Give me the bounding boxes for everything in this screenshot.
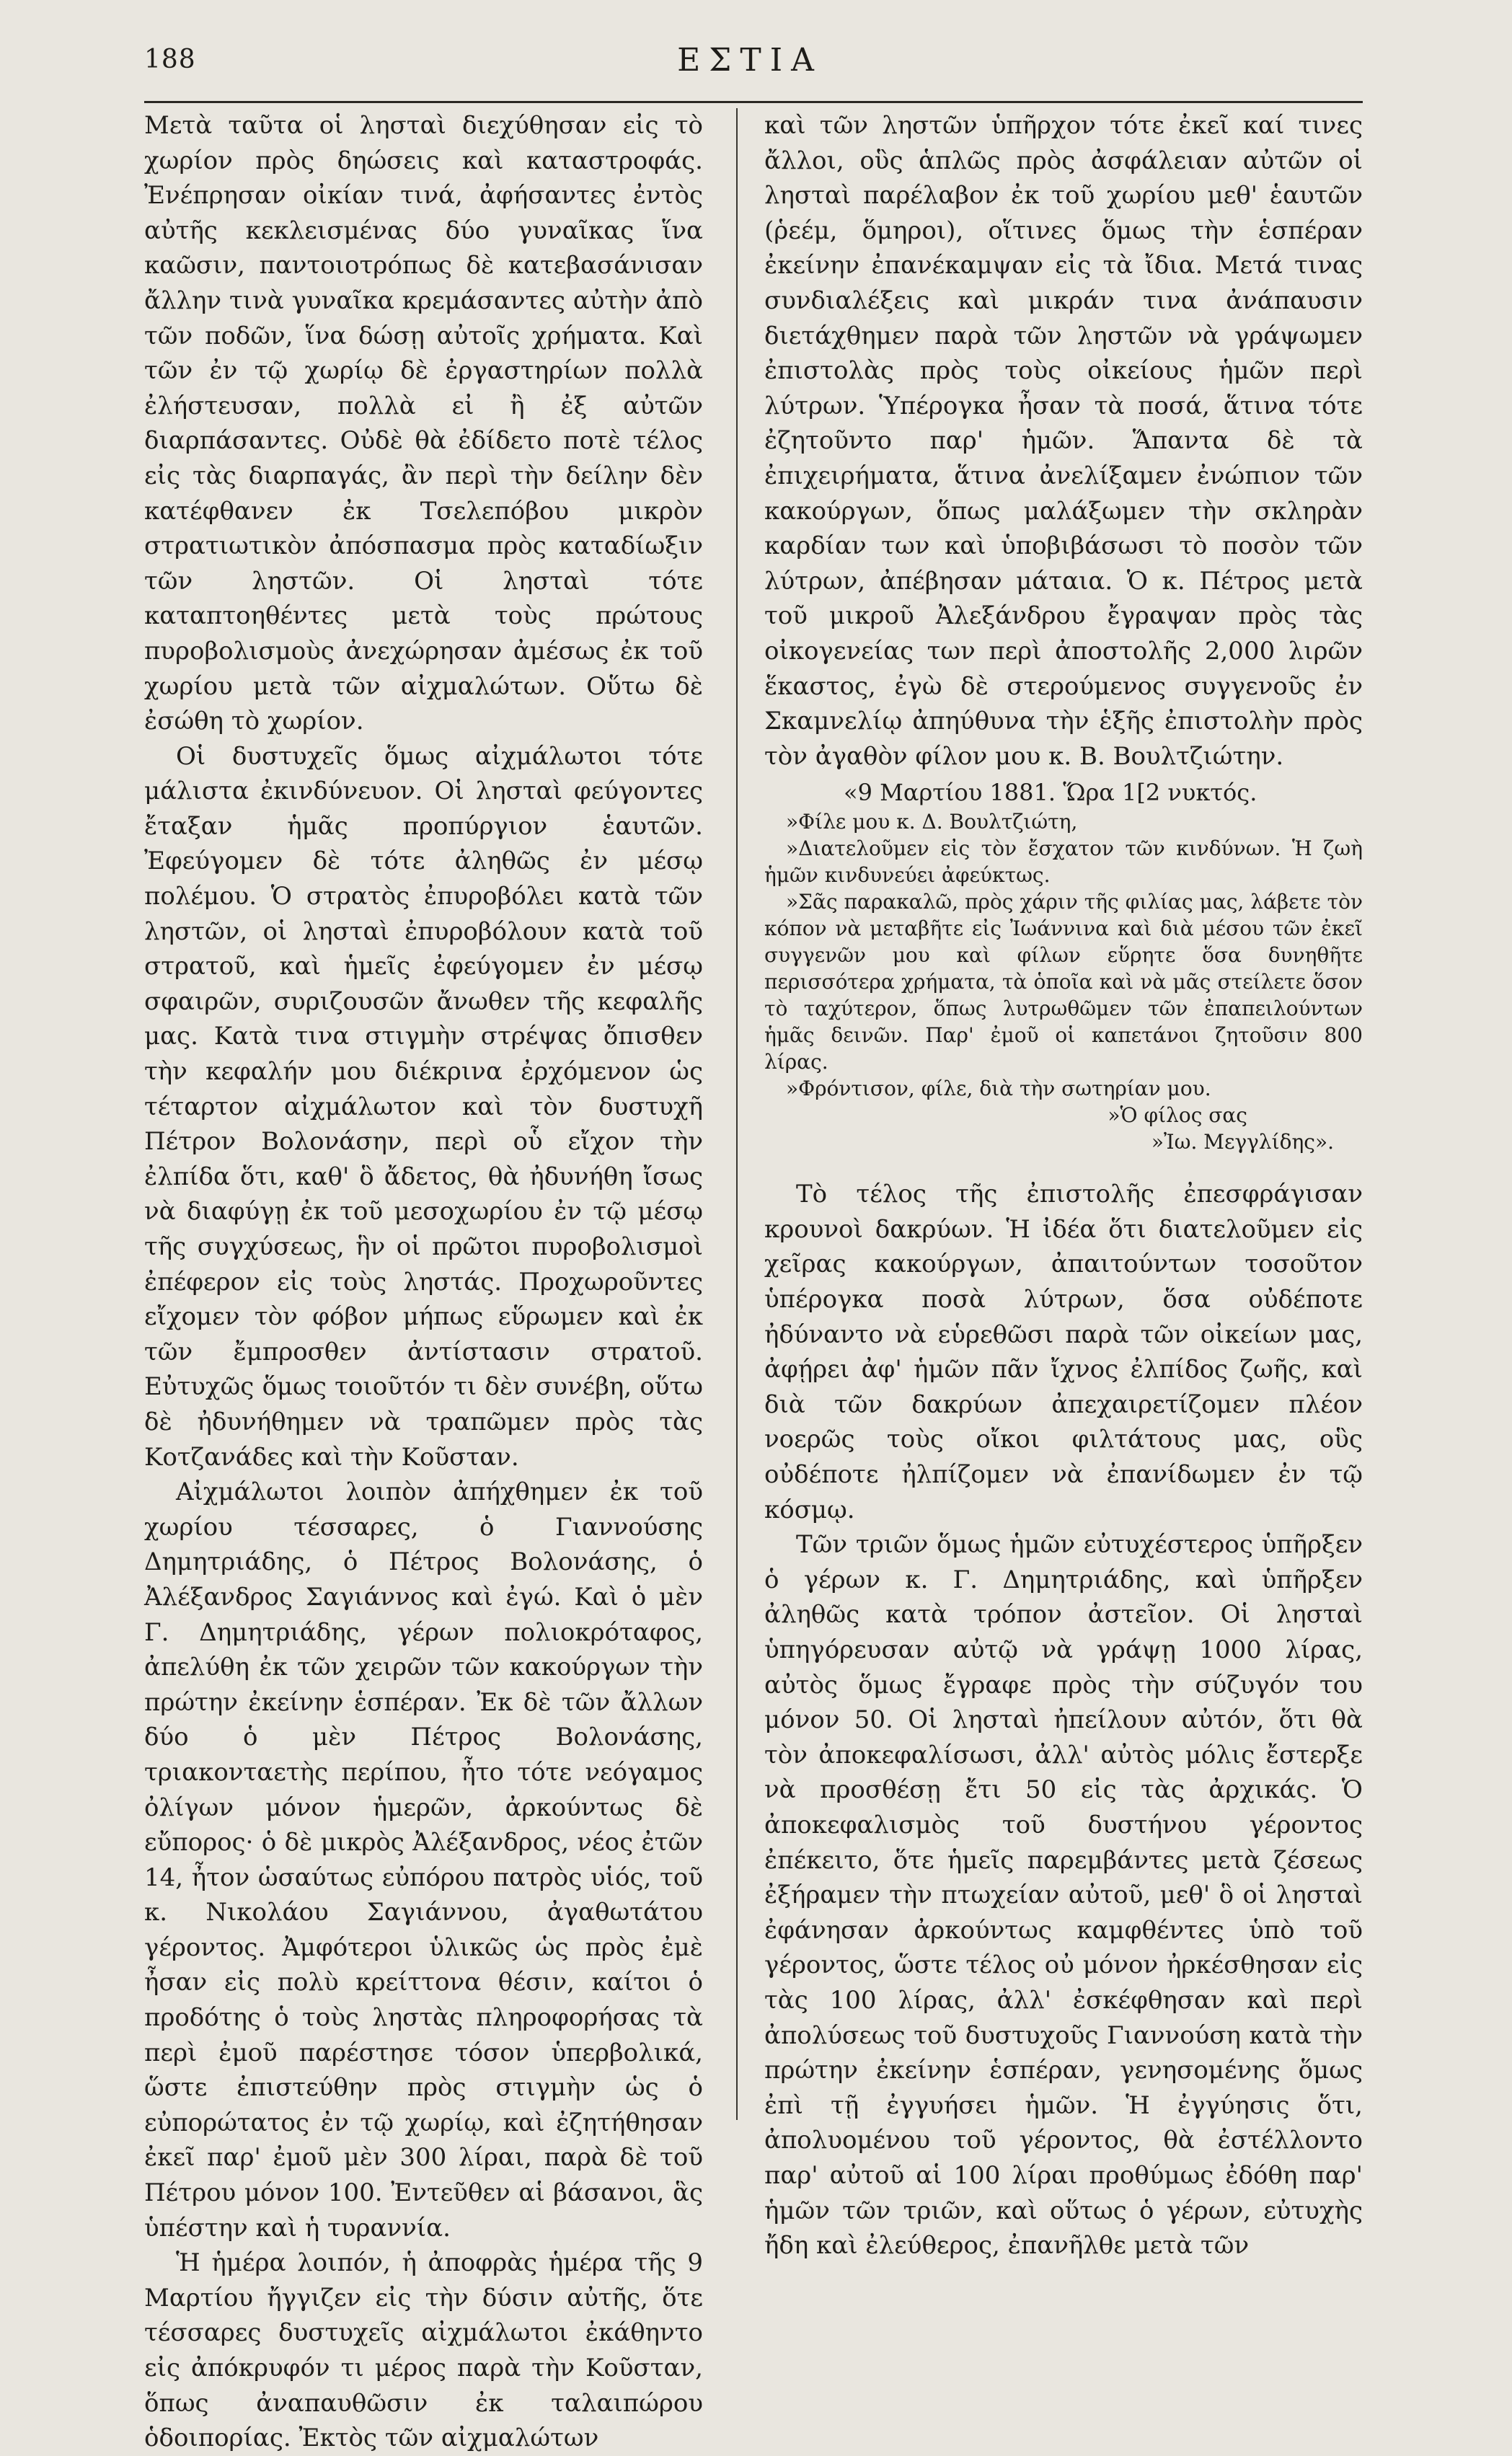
paragraph: Μετὰ ταῦτα οἱ λησταὶ διεχύθησαν εἰς τὸ χωρίον πρὸς δηώσεις καὶ καταστροφάς. Ἐνέπρησαν οἰκίαν τινά, ἀφήσαντες ἐντὸς αὐτῆς κεκλεισμένας δύο γυναῖκας ἵνα καῶσιν, παντοιοτρόπως δὲ κατεβασάνισαν ἄλλην τινὰ γυναῖκα κρεμάσαντες αὐτὴν ἀπὸ τῶν ποδῶν, ἵνα δώσῃ αὐτοῖς χρήματα. Καὶ τῶν ἐν τῷ χωρίῳ δὲ ἐργαστηρίων πολλὰ ἐλήστευσαν, πολλὰ εἰ ἢ ἐξ αὐτῶν διαρπάσαντες. Οὐδὲ θὰ ἐδίδετο ποτὲ τέλος εἰς τὰς διαρπαγάς, ἂν περὶ τὴν δείλην δὲν κατέφθανεν ἐκ Τσελεπόβου μικρὸν στρατιωτικὸν ἀπόσπασμα πρὸς καταδίωξιν τῶν ληστῶν. Οἱ λησταὶ τότε καταπτοηθέντες μετὰ τοὺς πρώτους πυροβολισμοὺς ἀνεχώρησαν ἀμέσως ἐκ τοῦ χωρίου μετὰ τῶν αἰχμαλώτων. Οὕτω δὲ ἐσώθη τὸ χωρίον.	[144, 111, 703, 736]
paragraph: καὶ τῶν ληστῶν ὑπῆρχον τότε ἐκεῖ καί τινες ἄλλοι, οὓς ἁπλῶς πρὸς ἀσφάλειαν αὐτῶν οἱ λησταὶ παρέλαβον ἐκ τοῦ χωρίου μεθ' ἑαυτῶν (ῥεέμ, ὅμηροι), οἵτινες ὅμως τὴν ἑσπέραν ἐκείνην ἐπανέκαμψαν εἰς τὰ ἴδια. Μετά τινας συνδιαλέξεις καὶ μικράν τινα ἀνάπαυσιν διετάχθημεν παρὰ τῶν ληστῶν νὰ γράψωμεν ἐπιστολὰς πρὸς τοὺς οἰκείους ἡμῶν περὶ λύτρων. Ὑπέρογκα ἦσαν τὰ ποσά, ἅτινα τότε ἐζητοῦντο παρ' ἡμῶν. Ἅπαντα δὲ τὰ ἐπιχειρήματα, ἅτινα ἀνελίξαμεν ἐνώπιον τῶν κακούργων, ὅπως μαλάξωμεν τὴν σκληρὰν καρδίαν των καὶ ὑποβιβάσωσι τὸ ποσὸν τῶν λύτρων, ἀπέβησαν μάταια. Ὁ κ. Πέτρος μετὰ τοῦ μικροῦ Ἀλεξάνδρου ἔγραψαν πρὸς τὰς οἰκογενείας των περὶ ἀποστολῆς 2,000 λιρῶν ἕκαστος, ἐγὼ δὲ στερούμενος συγγενοῦς ἐν Σκαμνελίῳ ἀπηύθυνα τὴν ἑξῆς ἐπιστολὴν πρὸς τὸν ἀγαθὸν φίλον μου κ. Β. Βουλτζιώτην.	[764, 111, 1363, 771]
letter-paragraph: »Σᾶς παρακαλῶ, πρὸς χάριν τῆς φιλίας μας, λάβετε τὸν κόπον νὰ μεταβῆτε εἰς Ἰωάννινα καὶ διὰ μέσου τῶν ἐκεῖ συγγενῶν μου καὶ φίλων εὕρητε ὅσα δυνηθῆτε περισσότερα χρήματα, τὰ ὁποῖα καὶ νὰ μᾶς στείλετε ὅσον τὸ ταχύτερον, ὅπως λυτρωθῶμεν τῶν ἐπαπειλούντων ἡμᾶς δεινῶν. Παρ' ἐμοῦ οἱ καπετάνοι ζητοῦσιν 800 λίρας.	[764, 890, 1363, 1074]
paragraph: Τὸ τέλος τῆς ἐπιστολῆς ἐπεσφράγισαν κρουνοὶ δακρύων. Ἡ ἰδέα ὅτι διατελοῦμεν εἰς χεῖρας κακούργων, ἀπαιτούντων τοσοῦτον ὑπέρογκα ποσὰ λύτρων, ὅσα οὐδέποτε ἠδύναντο νὰ εὑρεθῶσι παρὰ τῶν οἰκείων μας, ἀφῄρει ἀφ' ἡμῶν πᾶν ἴχνος ἐλπίδος ζωῆς, καὶ διὰ τῶν δακρύων ἀπεχαιρετίζομεν πλέον νοερῶς τοὺς οἴκοι φιλτάτους μας, οὓς οὐδέποτε ἠλπίζομεν νὰ ἐπανίδωμεν ἐν τῷ κόσμῳ.	[764, 1180, 1363, 1524]
paragraph: Οἱ δυστυχεῖς ὅμως αἰχμάλωτοι τότε μάλιστα ἐκινδύνευον. Οἱ λησταὶ φεύγοντες ἔταξαν ἡμᾶς προπύργιον ἑαυτῶν. Ἐφεύγομεν δὲ τότε ἀληθῶς ἐν μέσῳ πολέμου. Ὁ στρατὸς ἐπυροβόλει κατὰ τῶν ληστῶν, οἱ λησταὶ ἐπυροβόλουν κατὰ τοῦ στρατοῦ, καὶ ἡμεῖς ἐφεύγομεν ἐν μέσῳ σφαιρῶν, συριζουσῶν ἄνωθεν τῆς κεφαλῆς μας. Κατὰ τινα στιγμὴν στρέψας ὄπισθεν τὴν κεφαλήν μου διέκρινα ἐρχόμενον ὡς τέταρτον αἰχμάλωτον καὶ τὸν δυστυχῆ Πέτρον Βολονάσην, περὶ οὗ εἴχον τὴν ἐλπίδα ὅτι, καθ' ὃ ἄδετος, θὰ ἠδυνήθη ἴσως νὰ διαφύγῃ ἐκ τοῦ μεσοχωρίου ἐν τῷ μέσῳ τῆς συγχύσεως, ἣν οἱ πρῶτοι πυροβολισμοὶ ἐπέφερον εἰς τοὺς ληστάς. Προχωροῦντες εἴχομεν τὸν φόβον μήπως εὕρωμεν καὶ ἐκ τῶν ἔμπροσθεν ἀντίστασιν στρατοῦ. Εὐτυχῶς ὅμως τοιοῦτόν τι δὲν συνέβη, οὕτω δὲ ἠδυνήθημεν νὰ τραπῶμεν πρὸς τὰς Κοτζανάδες καὶ τὴν Κοῦσταν.	[144, 741, 703, 1472]
page-number: 188	[144, 45, 196, 74]
page-header	[144, 42, 1356, 95]
header-rule	[144, 101, 1363, 103]
spacer	[764, 1155, 1363, 1177]
letter-paragraph: »Διατελοῦμεν εἰς τὸν ἔσχατον τῶν κινδύνων. Ἡ ζωὴ ἡμῶν κινδυνεύει ἀφεύκτως.	[764, 836, 1363, 888]
letter-salutation: »Φίλε μου κ. Δ. Βουλτζιώτη,	[786, 810, 1078, 834]
letter-dateline: «9 Μαρτίου 1881. Ὥρα 1[2 νυκτός.	[844, 779, 1257, 807]
paragraph: Ἡ ἡμέρα λοιπόν, ἡ ἀποφρὰς ἡμέρα τῆς 9 Μαρτίου ἤγγιζεν εἰς τὴν δύσιν αὐτῆς, ὅτε τέσσαρες δυστυχεῖς αἰχμάλωτοι ἐκάθηντο εἰς ἀπόκρυφόν τι μέρος παρὰ τὴν Κοῦσταν, ὅπως ἀναπαυθῶσιν ἐκ ταλαιπώρου ὁδοιπορίας. Ἐκτὸς τῶν αἰχμαλώτων	[144, 2248, 703, 2453]
paragraph: Αἰχμάλωτοι λοιπὸν ἀπήχθημεν ἐκ τοῦ χωρίου τέσσαρες, ὁ Γιαννούσης Δημητριάδης, ὁ Πέτρος Βολονάσης, ὁ Ἀλέξανδρος Σαγιάννος καὶ ἐγώ. Καὶ ὁ μὲν Γ. Δημητριάδης, γέρων πολιοκρόταφος, ἀπελύθη ἐκ τῶν χειρῶν τῶν κακούργων τὴν πρώτην ἐκείνην ἑσπέραν. Ἐκ δὲ τῶν ἄλλων δύο ὁ μὲν Πέτρος Βολονάσης, τριακονταετὴς περίπου, ἦτο τότε νεόγαμος ὀλίγων μόνον ἡμερῶν, ἀρκούντως δὲ εὔπορος· ὁ δὲ μικρὸς Ἀλέξανδρος, νέος ἐτῶν 14, ἦτον ὡσαύτως εὐπόρου πατρὸς υἱός, τοῦ κ. Νικολάου Σαγιάννου, ἀγαθωτάτου γέροντος. Ἀμφότεροι ὑλικῶς ὡς πρὸς ἐμὲ ἦσαν εἰς πολὺ κρείττονα θέσιν, καίτοι ὁ προδότης ὁ τοὺς ληστὰς πληροφορήσας τὰ περὶ ἐμοῦ παρέστησε τόσον ὑπερβολικά, ὥστε ἐπιστεύθην πρὸς στιγμὴν ὡς ὁ εὐπορώτατος ἐν τῷ χωρίῳ, καὶ ἐζητήθησαν ἐκεῖ παρ' ἐμοῦ μὲν 300 λίραι, παρὰ δὲ τοῦ Πέτρου μόνον 100. Ἐντεῦθεν αἱ βάσανοι, ἃς ὑπέστην καὶ ἡ τυραννία.	[144, 1477, 703, 2243]
journal-title: ΕΣΤΙΑ	[677, 42, 823, 79]
column-divider	[736, 108, 738, 2120]
quoted-letter	[764, 777, 1363, 1155]
letter-signature: »Ἰω. Μεγγλίδης».	[1151, 1130, 1334, 1154]
letter-paragraph: »Φρόντισον, φίλε, διὰ τὴν σωτηρίαν μου.	[786, 1077, 1211, 1101]
left-column	[144, 108, 703, 2456]
letter-closing: »Ὁ φίλος σας	[1108, 1103, 1247, 1128]
right-column	[764, 108, 1363, 2263]
paragraph: Τῶν τριῶν ὅμως ἡμῶν εὐτυχέστερος ὑπῆρξεν ὁ γέρων κ. Γ. Δημητριάδης, καὶ ὑπῆρξεν ἀληθῶς κατὰ τρόπον ἀστεῖον. Οἱ λησταὶ ὑπηγόρευσαν αὐτῷ νὰ γράψῃ 1000 λίρας, αὐτὸς ὅμως ἔγραφε πρὸς τὴν σύζυγόν του μόνον 50. Οἱ λησταὶ ἠπείλουν αὐτόν, ὅτι θὰ τὸν ἀποκεφαλίσωσι, ἀλλ' αὐτὸς μόλις ἔστερξε νὰ προσθέσῃ ἔτι 50 εἰς τὰς ἀρχικάς. Ὁ ἀποκεφαλισμὸς τοῦ δυστήνου γέροντος ἐπέκειτο, ὅτε ἡμεῖς παρεμβάντες μετὰ ζέσεως ἐξήραμεν τὴν πτωχείαν αὐτοῦ, μεθ' ὃ οἱ λησταὶ ἐφάνησαν ἀρκούντως καμφθέντες ὑπὸ τοῦ γέροντος, ὥστε τέλος οὐ μόνον ἠρκέσθησαν εἰς τὰς 100 λίρας, ἀλλ' ἐσκέφθησαν καὶ περὶ ἀπολύσεως τοῦ δυστυχοῦς Γιαννούση κατὰ τὴν πρώτην ἐκείνην ἑσπέραν, γενησομένης ὅμως ἐπὶ τῇ ἐγγυήσει ἡμῶν. Ἡ ἐγγύησις ὅτι, ἀπολυομένου τοῦ γέροντος, θὰ ἐστέλλοντο παρ' αὐτοῦ αἱ 100 λίραι προθύμως ἐδόθη παρ' ἡμῶν τῶν τριῶν, καὶ οὕτως ὁ γέρων, εὐτυχὴς ἤδη καὶ ἐλεύθερος, ἐπανῆλθε μετὰ τῶν	[764, 1530, 1363, 2261]
